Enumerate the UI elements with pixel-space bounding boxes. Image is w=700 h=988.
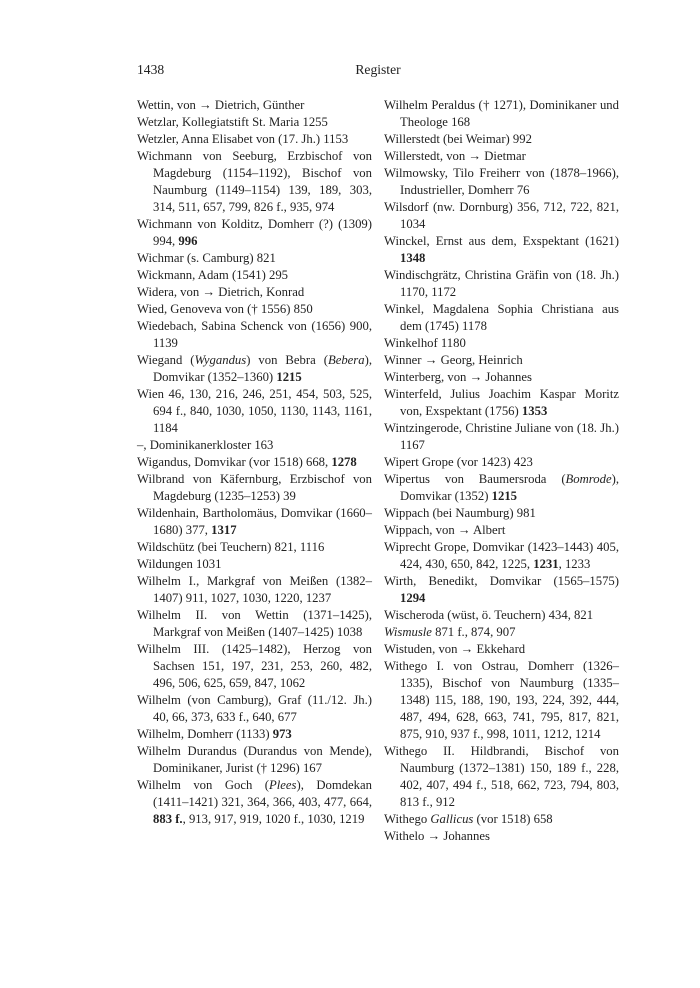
entry-text: ), Domvikar (1352) [400,472,619,503]
index-entry [384,369,619,386]
entry-text: Wetzlar, Kollegiatstift St. Maria 1255 [137,115,328,129]
index-entry [384,352,619,369]
entry-italic-text: Plees [268,778,297,792]
entry-text: , 1233 [558,557,591,571]
entry-text: Wirth, Benedikt, Domvikar (1565–1575) [384,574,619,588]
index-column-right [384,97,619,845]
index-entry [137,607,372,641]
entry-italic-text: Gallicus [430,812,474,826]
entry-text: Wilmowsky, Tilo Freiherr von (1878–1966), Industrieller, Domherr 76 [384,166,619,197]
index-entry [384,199,619,233]
running-title: Register [355,62,401,77]
index-entry [384,454,619,471]
entry-text: Wichmar (s. Camburg) 821 [137,251,276,265]
entry-text: Wilhelm Peraldus († 1271), Dominikaner und Theologe 168 [384,98,619,129]
index-entry [137,454,372,471]
entry-text: Withego I. von Ostrau, Domherr (1326–1335), Bischof von Naumburg (1335–1348) 115, 188, 190, 193, 224, 392, 444, 487, 494, 628, 663, 741, 795, 817, 821, 875, 910, 937 f., 998, 1011, 1212, 1214 [384,659,619,741]
index-entry [384,607,619,624]
index-entry [384,131,619,148]
index-entry [137,301,372,318]
entry-text: Widera, von → Dietrich, Konrad [137,285,305,299]
index-entry [137,539,372,556]
entry-text: 871 f., 874, 907 [431,625,516,639]
entry-text: Wilsdorf (nw. Dornburg) 356, 712, 722, 821, 1034 [384,200,619,231]
entry-text: Winkel, Magdalena Sophia Christiana aus dem (1745) 1178 [384,302,619,333]
entry-bold-ref: 996 [178,234,198,248]
entry-text: –, Dominikanerkloster 163 [137,438,274,452]
entry-bold-ref: 1348 [400,251,426,265]
index-entry [384,522,619,539]
entry-text: Wildungen 1031 [137,557,222,571]
entry-text: Willerstedt, von → Dietmar [384,149,526,163]
entry-text: Wippach, von → Albert [384,523,506,537]
index-entry [384,165,619,199]
index-entry [384,386,619,420]
index-entry [137,267,372,284]
index-entry [384,828,619,845]
entry-bold-ref: 1215 [491,489,517,503]
entry-text: Wildschütz (bei Teuchern) 821, 1116 [137,540,325,554]
entry-text: Wildenhain, Bartholomäus, Domvikar (1660–1680) 377, [137,506,372,537]
entry-text: Wiprecht Grope, Domvikar (1423–1443) 405, 424, 430, 650, 842, 1225, [384,540,619,571]
index-entry [137,352,372,386]
entry-text: Withego [384,812,431,826]
entry-text: Wettin, von → Dietrich, Günther [137,98,305,112]
entry-bold-ref: 1215 [276,370,302,384]
entry-text: Wickmann, Adam (1541) 295 [137,268,289,282]
entry-bold-ref: 1294 [400,591,426,605]
index-entry [137,573,372,607]
entry-text: Wistuden, von → Ekkehard [384,642,526,656]
entry-bold-ref: 973 [272,727,292,741]
index-entry [384,539,619,573]
index-entry [384,471,619,505]
index-entry [137,743,372,777]
entry-text: Wilhelm Durandus (Durandus von Mende), Dominikaner, Jurist († 1296) 167 [137,744,372,775]
index-entry [384,267,619,301]
entry-italic-text: Wygandus [194,353,247,367]
entry-text: Winckel, Ernst aus dem, Exspektant (1621) [384,234,619,248]
entry-text: Wied, Genoveva von († 1556) 850 [137,302,313,316]
page-header [137,62,619,80]
index-entry [137,148,372,216]
entry-text: ), Domdekan (1411–1421) 321, 364, 366, 403, 477, 664, [153,778,372,809]
index-column-left [137,97,372,828]
entry-text: Wipertus von Baumersroda ( [384,472,566,486]
entry-text: Wilhelm III. (1425–1482), Herzog von Sachsen 151, 197, 231, 253, 260, 482, 496, 506, 625, 659, 847, 1062 [137,642,372,690]
entry-italic-text: Wismusle [384,625,432,639]
index-entry [384,301,619,335]
index-entry [137,437,372,454]
entry-text: Wichmann von Seeburg, Erzbischof von Magdeburg (1154–1192), Bischof von Naumburg (1149–1154) 139, 189, 303, 314, 511, 657, 799, 826 f., 935, 974 [137,149,372,214]
index-entry [137,97,372,114]
index-entry [384,811,619,828]
entry-text: Willerstedt (bei Weimar) 992 [384,132,532,146]
entry-text: Wischeroda (wüst, ö. Teuchern) 434, 821 [384,608,594,622]
entry-bold-ref: 1278 [331,455,357,469]
entry-text: Winterberg, von → Johannes [384,370,532,384]
entry-text: Wintzingerode, Christine Juliane von (18. Jh.) 1167 [384,421,619,452]
entry-bold-ref: 1353 [521,404,548,418]
entry-bold-ref: 1317 [211,523,237,537]
index-entry [137,216,372,250]
index-entry [137,318,372,352]
index-entry [137,692,372,726]
entry-text: Wippach (bei Naumburg) 981 [384,506,536,520]
index-entry [384,641,619,658]
index-entry [384,148,619,165]
index-entry [137,386,372,437]
index-entry [384,420,619,454]
entry-text: , 913, 917, 919, 1020 f., 1030, 1219 [182,812,365,826]
entry-text: Wilhelm von Goch ( [137,778,269,792]
entry-text: Withelo → Johannes [384,829,490,843]
entry-text: Wien 46, 130, 216, 246, 251, 454, 503, 525, 694 f., 840, 1030, 1050, 1130, 1143, 1161, 1184 [137,387,372,435]
index-entry [384,335,619,352]
index-entry [137,131,372,148]
entry-text: Wiedebach, Sabina Schenck von (1656) 900, 1139 [137,319,372,350]
entry-italic-text: Bomrode [565,472,612,486]
entry-text: Wilhelm I., Markgraf von Meißen (1382–1407) 911, 1027, 1030, 1220, 1237 [137,574,372,605]
index-entry [137,726,372,743]
entry-italic-text: Bebera [327,353,365,367]
entry-text: Wichmann von Kolditz, Domherr (?) (1309) 994, [137,217,372,248]
entry-text: Wilbrand von Käfernburg, Erzbischof von Magdeburg (1235–1253) 39 [137,472,372,503]
entry-text: Withego II. Hildbrandi, Bischof von Naumburg (1372–1381) 150, 189 f., 228, 402, 407, 494 f., 518, 662, 723, 794, 803, 813 f., 912 [384,744,619,809]
entry-text: ) von Bebra ( [246,353,328,367]
entry-text: Wetzler, Anna Elisabet von (17. Jh.) 1153 [137,132,349,146]
page-number: 1438 [137,62,165,77]
index-entry [137,505,372,539]
entry-text: Wiegand ( [137,353,195,367]
entry-text: Winterfeld, Julius Joachim Kaspar Moritz von, Exspektant (1756) [384,387,619,418]
entry-text: Wipert Grope (vor 1423) 423 [384,455,533,469]
index-entry [137,250,372,267]
index-entry [384,505,619,522]
index-entry [384,624,619,641]
index-entry [137,777,372,828]
index-entry [137,114,372,131]
index-entry [137,641,372,692]
entry-text: Winkelhof 1180 [384,336,466,350]
index-entry [384,743,619,811]
entry-bold-ref: 1231 [533,557,559,571]
entry-text: Wilhelm (von Camburg), Graf (11./12. Jh.) 40, 66, 373, 633 f., 640, 677 [137,693,372,724]
entry-text: Windischgrätz, Christina Gräfin von (18. Jh.) 1170, 1172 [384,268,619,299]
index-entry [384,658,619,743]
entry-text: Wilhelm II. von Wettin (1371–1425), Markgraf von Meißen (1407–1425) 1038 [137,608,372,639]
entry-bold-ref: 883 f. [153,812,183,826]
index-entry [137,471,372,505]
entry-text: Winner → Georg, Heinrich [384,353,523,367]
entry-text: ), Domvikar (1352–1360) [153,353,372,384]
entry-text: Wilhelm, Domherr (1133) [137,727,273,741]
index-entry [137,284,372,301]
entry-text: (vor 1518) 658 [473,812,553,826]
entry-text: Wigandus, Domvikar (vor 1518) 668, [137,455,332,469]
index-entry [384,573,619,607]
index-entry [137,556,372,573]
index-entry [384,97,619,131]
index-entry [384,233,619,267]
